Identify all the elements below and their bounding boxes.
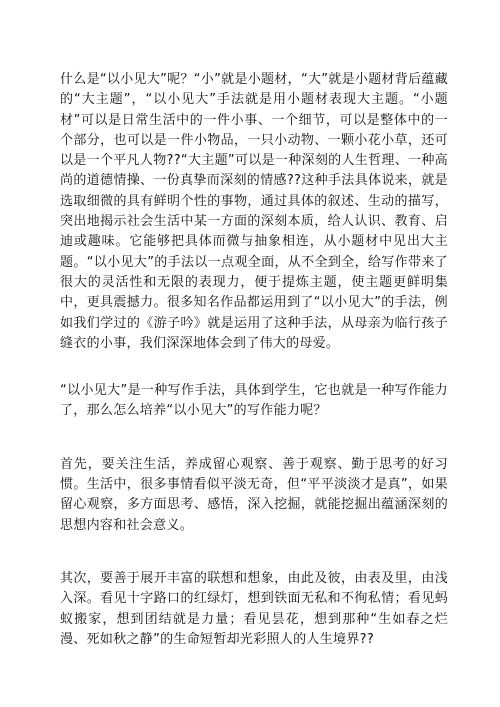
- paragraph-second-method: 其次，要善于展开丰富的联想和想象，由此及彼，由表及里，由浅入深。看见十字路口的红绿灯，想到铁面无私和不徇私情；看见蚂蚁搬家，想到团结就是力量；看见昙花，想到那种“生如春之烂漫、死如秋之静”的生命短暂却光彩照人的人生境界??: [60, 570, 448, 647]
- paragraph-intro: 什么是“以小见大”呢？“小”就是小题材，“大”就是小题材背后蕴藏的“大主题”，“以小见大”手法就是用小题材表现大主题。“小题材”可以是日常生活中的一件小事、一个细节，可以是整体中的一个部分，也可以是一件小物品，一只小动物、一颗小花小草，还可以是一个平凡人物??“大主题”可以是一种深刻的人生哲理、一种高尚的道德情操、一份真挚而深刻的情感??这种手法具体说来，就是选取细微的具有鲜明个性的事物，通过具体的叙述、生动的描写，突出地揭示社会生活中某一方面的深刻本质，给人认识、教育、启迪或趣味。它能够把具体而微与抽象相连，从小题材中见出大主题。“以小见大”的手法以一点观全面，从不全到全，给写作带来了很大的灵活性和无限的表现力，便于提炼主题，使主题更鲜明集中，更具震撼力。很多知名作品都运用到了“以小见大”的手法，例如我们学过的《游子吟》就是运用了这种手法，从母亲为临行孩子缝衣的小事，我们深深地体会到了伟大的母爱。: [60, 72, 449, 351]
- paragraph-question: “以小见大”是一种写作手法，具体到学生，它也就是一种写作能力了，那么怎么培养“以小见大”的写作能力呢？: [60, 383, 448, 419]
- paragraph-first-method: 首先，要关注生活，养成留心观察、善于观察、勤于思考的好习惯。生活中，很多事情看似平淡无奇，但“平平淡淡才是真”，如果留心观察，多方面思考、感悟，深入挖掘，就能挖掘出蕴涵深刻的思想内容和社会意义。: [60, 456, 448, 533]
